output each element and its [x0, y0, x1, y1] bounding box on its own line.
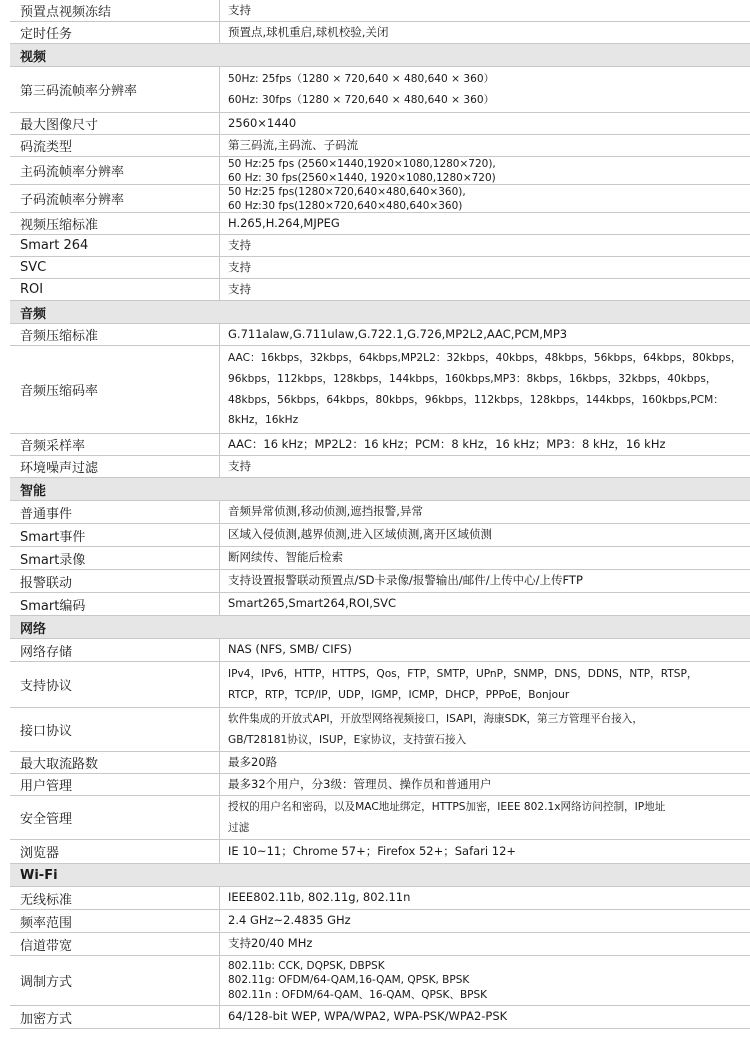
- spec-value-line: 支持: [228, 281, 251, 296]
- spec-label: 最大取流路数: [10, 752, 220, 773]
- spec-value-line: 支持: [228, 259, 251, 274]
- spec-value-line: 断网续传、智能后检索: [228, 550, 343, 565]
- spec-value-line: 区域入侵侦测,越界侦测,进入区域侦测,离开区域侦测: [228, 527, 492, 542]
- spec-value-line: 最多32个用户，分3级：管理员、操作员和普通用户: [228, 776, 492, 791]
- spec-label: 用户管理: [10, 774, 220, 795]
- spec-value: [220, 708, 750, 751]
- spec-label: Smart 264: [10, 235, 220, 256]
- spec-row: [10, 456, 750, 478]
- spec-value-line: GB/T28181协议，ISUP，E家协议，支持萤石接入: [228, 733, 467, 746]
- spec-value: [220, 22, 750, 43]
- spec-row: [10, 524, 750, 547]
- section-header: 视频: [10, 44, 750, 67]
- spec-value: [220, 279, 750, 300]
- spec-row: [10, 570, 750, 593]
- spec-value-line: 支持: [228, 458, 251, 473]
- spec-row: [10, 910, 750, 933]
- spec-label: 网络存储: [10, 639, 220, 661]
- spec-row: [10, 0, 750, 22]
- spec-value: [220, 501, 750, 523]
- spec-value-line: 50 Hz:25 fps(1280×720,640×480,640×360),: [228, 186, 466, 198]
- spec-label: 音频压缩标准: [10, 324, 220, 345]
- spec-value-line: H.265,H.264,MJPEG: [228, 215, 340, 230]
- spec-row: [10, 346, 750, 434]
- spec-value: [220, 933, 750, 955]
- spec-value-line: 授权的用户名和密码，以及MAC地址绑定，HTTPS加密，IEEE 802.1x网络访问控制，IP地址: [228, 800, 666, 813]
- spec-row: [10, 752, 750, 774]
- spec-value-line: 第三码流,主码流、子码流: [228, 137, 359, 152]
- spec-row: [10, 22, 750, 44]
- spec-value: [220, 956, 750, 1005]
- spec-label: 浏览器: [10, 840, 220, 863]
- spec-value: [220, 113, 750, 134]
- spec-label: Smart录像: [10, 547, 220, 569]
- spec-row: [10, 662, 750, 708]
- spec-row: [10, 279, 750, 301]
- spec-value: [220, 796, 750, 839]
- spec-value-line: 2560×1440: [228, 115, 297, 130]
- spec-value-line: AAC：16 kHz；MP2L2：16 kHz；PCM：8 kHz，16 kHz；MP3：8 kHz，16 kHz: [228, 436, 666, 451]
- spec-label: 码流类型: [10, 135, 220, 156]
- spec-label: 接口协议: [10, 708, 220, 751]
- spec-label: 信道带宽: [10, 933, 220, 955]
- spec-label: 视频压缩标准: [10, 213, 220, 234]
- spec-value-line: 96kbps，112kbps，128kbps，144kbps，160kbps,MP3：8kbps，16kbps，32kbps，40kbps，: [228, 372, 717, 385]
- spec-value-line: 50 Hz:25 fps (2560×1440,1920×1080,1280×720),: [228, 158, 496, 170]
- section-header: 智能: [10, 478, 750, 501]
- spec-row: [10, 1006, 750, 1029]
- spec-value-line: IEEE802.11b, 802.11g, 802.11n: [228, 890, 411, 905]
- spec-value-line: 过滤: [228, 821, 250, 834]
- spec-value: [220, 524, 750, 546]
- spec-label: 安全管理: [10, 796, 220, 839]
- spec-value: [220, 157, 750, 184]
- spec-label: 加密方式: [10, 1006, 220, 1028]
- spec-label: 最大图像尺寸: [10, 113, 220, 134]
- section-header: 网络: [10, 616, 750, 639]
- spec-label: 第三码流帧率分辨率: [10, 67, 220, 112]
- spec-value: [220, 67, 750, 112]
- spec-value: [220, 662, 750, 707]
- spec-row: [10, 639, 750, 662]
- spec-table: [10, 0, 750, 1029]
- spec-row: [10, 157, 750, 185]
- spec-label: Smart事件: [10, 524, 220, 546]
- spec-value: [220, 185, 750, 212]
- spec-value: [220, 593, 750, 615]
- spec-value-line: 802.11b: CCK, DQPSK, DBPSK: [228, 960, 385, 973]
- spec-value-line: Smart265,Smart264,ROI,SVC: [228, 596, 397, 611]
- spec-row: [10, 113, 750, 135]
- spec-value-line: 60 Hz:30 fps(1280×720,640×480,640×360): [228, 199, 463, 212]
- spec-value: [220, 135, 750, 156]
- spec-label: 报警联动: [10, 570, 220, 592]
- spec-row: [10, 135, 750, 157]
- spec-value: [220, 456, 750, 477]
- spec-label: 主码流帧率分辨率: [10, 157, 220, 184]
- spec-value-line: G.711alaw,G.711ulaw,G.722.1,G.726,MP2L2,AAC,PCM,MP3: [228, 326, 568, 341]
- spec-row: [10, 956, 750, 1006]
- spec-label: SVC: [10, 257, 220, 278]
- spec-row: [10, 213, 750, 235]
- spec-label: 频率范围: [10, 910, 220, 932]
- spec-row: [10, 933, 750, 956]
- spec-label: Smart编码: [10, 593, 220, 615]
- spec-value: [220, 639, 750, 661]
- spec-value-line: 支持设置报警联动预置点/SD卡录像/报警输出/邮件/上传中心/上传FTP: [228, 573, 583, 588]
- spec-row: [10, 185, 750, 213]
- spec-row: [10, 501, 750, 524]
- spec-value: [220, 213, 750, 234]
- spec-row: [10, 434, 750, 456]
- spec-value-line: 60 Hz: 30 fps(2560×1440, 1920×1080,1280×720): [228, 171, 496, 184]
- spec-value-line: 预置点,球机重启,球机校验,关闭: [228, 24, 389, 39]
- spec-value-line: 支持20/40 MHz: [228, 936, 313, 951]
- spec-value-line: 8kHz，16kHz: [228, 414, 299, 427]
- spec-value: [220, 1006, 750, 1028]
- spec-label: 预置点视频冻结: [10, 0, 220, 21]
- spec-value: [220, 324, 750, 345]
- spec-value-line: 64/128-bit WEP, WPA/WPA2, WPA-PSK/WPA2-PSK: [228, 1009, 508, 1024]
- spec-value-line: IE 10~11；Chrome 57+；Firefox 52+；Safari 12+: [228, 843, 517, 858]
- spec-value-line: 802.11g: OFDM/64-QAM,16-QAM, QPSK, BPSK: [228, 974, 470, 987]
- spec-label: 音频压缩码率: [10, 346, 220, 433]
- spec-value: [220, 840, 750, 863]
- spec-value-line: AAC：16kbps，32kbps，64kbps,MP2L2：32kbps，40kbps，48kbps，56kbps，64kbps，80kbps，: [228, 352, 742, 365]
- spec-row: [10, 840, 750, 864]
- spec-row: [10, 593, 750, 616]
- spec-label: 定时任务: [10, 22, 220, 43]
- spec-value-line: 软件集成的开放式API，开放型网络视频接口，ISAPI，海康SDK，第三方管理平台接入，: [228, 712, 643, 725]
- spec-row: [10, 774, 750, 796]
- section-header: Wi-Fi: [10, 864, 750, 887]
- spec-value-line: 50Hz: 25fps（1280 × 720,640 × 480,640 × 360）: [228, 72, 495, 85]
- section-header: 音频: [10, 301, 750, 324]
- spec-value: [220, 887, 750, 909]
- spec-value-line: 802.11n : OFDM/64-QAM、16-QAM、QPSK、BPSK: [228, 988, 488, 1001]
- spec-value: [220, 0, 750, 21]
- spec-label: 音频采样率: [10, 434, 220, 455]
- spec-value: [220, 910, 750, 932]
- spec-value-line: 60Hz: 30fps（1280 × 720,640 × 480,640 × 360）: [228, 93, 495, 106]
- spec-row: [10, 67, 750, 113]
- spec-value: [220, 547, 750, 569]
- spec-row: [10, 324, 750, 346]
- spec-value-line: NAS (NFS, SMB/ CIFS): [228, 642, 352, 657]
- spec-value: [220, 434, 750, 455]
- spec-row: [10, 887, 750, 910]
- spec-value-line: 最多20路: [228, 754, 278, 769]
- spec-value: [220, 774, 750, 795]
- spec-row: [10, 708, 750, 752]
- spec-row: [10, 547, 750, 570]
- spec-value-line: 支持: [228, 2, 251, 17]
- spec-value: [220, 257, 750, 278]
- spec-value-line: IPv4，IPv6，HTTP，HTTPS，Qos，FTP，SMTP，UPnP，SNMP，DNS，DDNS，NTP，RTSP，: [228, 667, 698, 680]
- spec-row: [10, 257, 750, 279]
- spec-label: 无线标准: [10, 887, 220, 909]
- spec-label: ROI: [10, 279, 220, 300]
- spec-value: [220, 752, 750, 773]
- spec-label: 子码流帧率分辨率: [10, 185, 220, 212]
- spec-value-line: 音频异常侦测,移动侦测,遮挡报警,异常: [228, 504, 423, 519]
- spec-value-line: RTCP，RTP，TCP/IP，UDP，IGMP，ICMP，DHCP，PPPoE，Bonjour: [228, 688, 570, 701]
- spec-label: 普通事件: [10, 501, 220, 523]
- spec-label: 环境噪声过滤: [10, 456, 220, 477]
- spec-value-line: 支持: [228, 237, 251, 252]
- spec-value: [220, 570, 750, 592]
- spec-row: [10, 235, 750, 257]
- spec-value-line: 48kbps，56kbps，64kbps，80kbps，96kbps，112kbps，128kbps，144kbps，160kbps,PCM：: [228, 393, 724, 406]
- spec-value: [220, 346, 750, 433]
- spec-value-line: 2.4 GHz~2.4835 GHz: [228, 913, 351, 928]
- spec-label: 支持协议: [10, 662, 220, 707]
- spec-row: [10, 796, 750, 840]
- spec-value: [220, 235, 750, 256]
- spec-label: 调制方式: [10, 956, 220, 1005]
